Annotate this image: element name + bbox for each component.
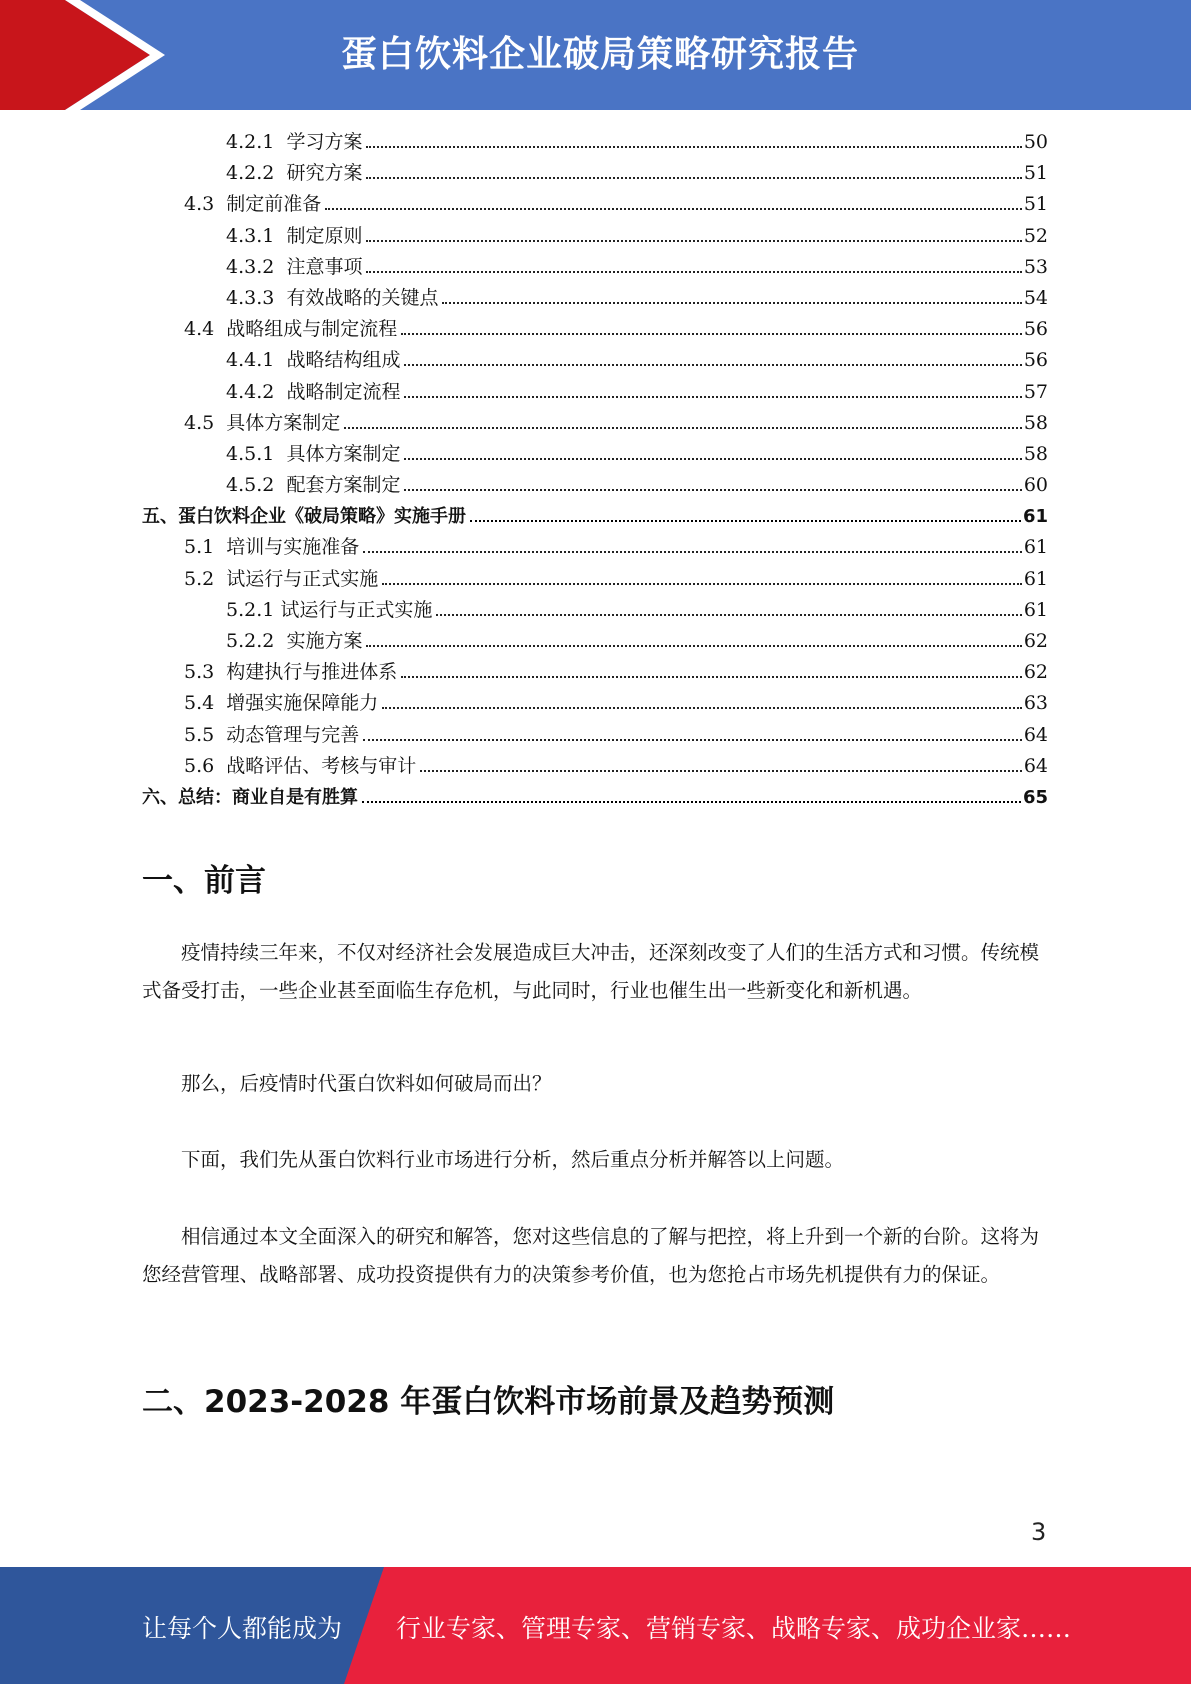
toc-entry-label: 制定原则 <box>286 224 363 247</box>
toc-entry[interactable] <box>142 221 1048 252</box>
toc-entry-number: 4.4.2 <box>226 380 287 403</box>
toc-entry-label: 战略结构组成 <box>286 349 401 372</box>
toc-entry-number: 4.2.1 <box>226 131 287 153</box>
toc-entry-label: 实施方案 <box>286 630 363 652</box>
toc-entry-label: 具体方案制定 <box>226 411 341 434</box>
section-heading-preface: 一、前言 <box>142 863 266 899</box>
toc-dot-leader <box>436 614 1021 616</box>
toc-entry-page: 61 <box>1023 567 1048 590</box>
toc-entry-page: 56 <box>1023 318 1048 341</box>
toc-entry-number: 4.5 <box>184 411 227 434</box>
toc-entry-number: 5.2 <box>184 567 227 590</box>
paragraph: 下面，我们先从蛋白饮料行业市场进行分析，然后重点分析并解答以上问题。 <box>181 1148 845 1171</box>
toc-entry-label: 具体方案制定 <box>286 442 401 465</box>
toc-dot-leader <box>366 240 1021 242</box>
toc-entry-page: 63 <box>1023 692 1048 715</box>
toc-entry-label: 注意事项 <box>286 255 363 278</box>
toc-entry-number: 5.4 <box>184 692 227 715</box>
toc-entry-label: 构建执行与推进体系 <box>226 661 398 684</box>
toc-entry-number: 5.5 <box>184 723 227 746</box>
toc-entry-label: 战略评估、考核与审计 <box>226 754 417 777</box>
toc-entry-label: 试运行与正式实施 <box>280 598 433 621</box>
toc-entry[interactable] <box>142 657 1048 688</box>
toc-dot-leader <box>363 739 1022 741</box>
toc-entry-page: 51 <box>1023 162 1048 185</box>
toc-entry-label: 增强实施保障能力 <box>226 692 379 715</box>
toc-entry-label: 培训与实施准备 <box>226 536 360 559</box>
paragraph: 那么，后疫情时代蛋白饮料如何破局而出？ <box>181 1072 552 1095</box>
toc-dot-leader <box>382 583 1022 585</box>
toc-dot-leader <box>401 676 1022 678</box>
toc-dot-leader <box>382 707 1022 709</box>
toc-entry-label: 试运行与正式实施 <box>226 567 379 590</box>
toc-entry[interactable] <box>142 345 1048 376</box>
toc-entry-number: 4.2.2 <box>226 162 287 185</box>
toc-dot-leader <box>362 801 1021 803</box>
toc-dot-leader <box>401 333 1022 335</box>
paragraph: 疫情持续三年来，不仅对经济社会发展造成巨大冲击，还深刻改变了人们的生活方式和习惯。传统模式备受打击，一些企业甚至面临生存危机，与此同时，行业也催生出一些新变化和新机遇。 <box>142 941 1040 1002</box>
report-title: 蛋白饮料企业破局策略研究报告 <box>340 34 859 75</box>
toc-entry-label: 五、蛋白饮料企业《破局策略》实施手册 <box>142 506 466 528</box>
toc-entry[interactable] <box>142 252 1048 283</box>
toc-entry-page: 61 <box>1022 506 1048 528</box>
toc-entry-page: 65 <box>1022 786 1048 808</box>
toc-entry-page: 56 <box>1023 349 1048 372</box>
toc-entry-number: 4.3.3 <box>226 286 287 309</box>
toc-entry-page: 50 <box>1023 131 1048 153</box>
toc-entry-page: 54 <box>1023 286 1048 309</box>
toc-entry-label: 研究方案 <box>286 162 363 185</box>
toc-dot-leader <box>404 396 1021 398</box>
toc-entry-number: 4.3 <box>184 193 227 216</box>
toc-entry[interactable] <box>142 127 1048 158</box>
toc-entry-label: 战略组成与制定流程 <box>226 318 398 341</box>
toc-entry-number: 4.4.1 <box>226 349 287 372</box>
toc-entry-number: 5.2.2 <box>226 630 287 652</box>
toc-entry[interactable] <box>142 564 1048 595</box>
toc-entry-page: 58 <box>1023 442 1048 465</box>
toc-dot-leader <box>470 520 1021 522</box>
toc-entry[interactable] <box>142 314 1048 345</box>
toc-dot-leader <box>366 146 1021 148</box>
toc-dot-leader <box>420 770 1022 772</box>
toc-entry-label: 六、总结：商业自是有胜算 <box>142 786 358 808</box>
toc-entry-number: 4.5.2 <box>226 474 287 497</box>
toc-entry-number: 5.1 <box>184 536 227 559</box>
toc-entry[interactable] <box>142 688 1048 719</box>
section-heading-forecast: 二、2023-2028 年蛋白饮料市场前景及趋势预测 <box>142 1384 835 1420</box>
toc-entry[interactable] <box>142 158 1048 189</box>
toc-entry[interactable] <box>142 501 1048 532</box>
toc-entry[interactable] <box>142 720 1048 751</box>
toc-entry-label: 配套方案制定 <box>286 474 401 497</box>
toc-entry[interactable] <box>142 470 1048 501</box>
toc-entry-label: 制定前准备 <box>226 193 322 216</box>
toc-entry-page: 64 <box>1023 754 1048 777</box>
toc-entry-page: 52 <box>1023 224 1048 247</box>
toc-entry-page: 62 <box>1023 630 1048 652</box>
toc-dot-leader <box>442 302 1021 304</box>
toc-entry-number: 5.6 <box>184 754 227 777</box>
toc-entry-number: 5.2.1 <box>226 598 281 621</box>
toc-dot-leader <box>404 458 1021 460</box>
toc-entry[interactable] <box>142 283 1048 314</box>
toc-entry-label: 动态管理与完善 <box>226 723 360 746</box>
toc-entry-page: 53 <box>1023 255 1048 278</box>
toc-entry-page: 61 <box>1023 598 1048 621</box>
toc-entry-page: 64 <box>1023 723 1048 746</box>
toc-dot-leader <box>325 208 1022 210</box>
toc-entry-number: 4.4 <box>184 318 227 341</box>
toc-entry-number: 5.3 <box>184 661 227 684</box>
toc-entry-page: 51 <box>1023 193 1048 216</box>
toc-entry-page: 62 <box>1023 661 1048 684</box>
toc-entry[interactable] <box>142 439 1048 470</box>
toc-entry-number: 4.5.1 <box>226 442 287 465</box>
footer-slogan-left: 让每个人都能成为 <box>142 1614 343 1643</box>
toc-entry-label: 有效战略的关键点 <box>286 286 439 309</box>
toc-entry[interactable] <box>142 377 1048 408</box>
paragraph: 相信通过本文全面深入的研究和解答，您对这些信息的了解与把控，将上升到一个新的台阶。这将为您经营管理、战略部署、成功投资提供有力的决策参考价值，也为您抢占市场先机提供有力的保证。 <box>142 1225 1040 1286</box>
footer-banner <box>0 1567 1191 1684</box>
toc-dot-leader <box>366 645 1021 647</box>
toc-dot-leader <box>366 271 1021 273</box>
toc-entry-label: 战略制定流程 <box>286 380 401 403</box>
toc-dot-leader <box>366 177 1021 179</box>
toc-entry[interactable] <box>142 782 1048 813</box>
toc-entry-page: 61 <box>1023 536 1048 559</box>
toc-dot-leader <box>404 364 1021 366</box>
footer-slogan-right: 行业专家、管理专家、营销专家、战略专家、成功企业家…… <box>396 1614 1072 1643</box>
toc-entry[interactable] <box>142 751 1048 782</box>
toc-dot-leader <box>344 427 1022 429</box>
header-banner <box>0 0 1191 110</box>
toc-entry-page: 57 <box>1023 380 1048 403</box>
toc-entry[interactable] <box>142 189 1048 220</box>
toc-entry-page: 60 <box>1023 474 1048 497</box>
toc-entry-label: 学习方案 <box>286 131 363 153</box>
toc-entry[interactable] <box>142 532 1048 563</box>
page-number: 3 <box>1031 1518 1047 1546</box>
toc-entry[interactable] <box>142 626 1048 657</box>
toc-entry-number: 4.3.2 <box>226 255 287 278</box>
toc-entry-page: 58 <box>1023 411 1048 434</box>
toc-entry[interactable] <box>142 408 1048 439</box>
toc-entry[interactable] <box>142 595 1048 626</box>
toc-dot-leader <box>404 489 1021 491</box>
toc-entry-number: 4.3.1 <box>226 224 287 247</box>
toc-dot-leader <box>363 551 1022 553</box>
table-of-contents <box>142 127 1048 813</box>
